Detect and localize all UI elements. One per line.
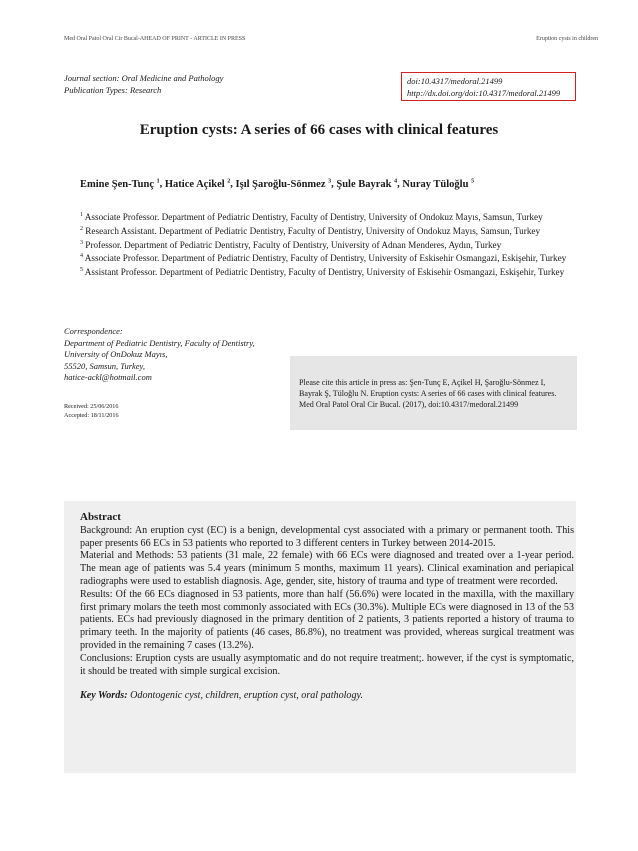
- correspondence-line: Department of Pediatric Dentistry, Faculty of Dentistry,: [64, 337, 255, 348]
- affiliation: [80, 251, 576, 265]
- author-name: Işıl Şaroğlu-Sönmez: [235, 178, 326, 190]
- received-date: Received: 25/06/2016: [64, 403, 119, 410]
- dates: [64, 403, 119, 420]
- keywords: [80, 690, 574, 703]
- abstract-content: [80, 511, 574, 703]
- running-head: [64, 36, 598, 42]
- paper-title: Eruption cysts: A series of 66 cases with clinical features: [139, 122, 499, 138]
- author: [165, 179, 230, 190]
- doi-box: [401, 72, 576, 101]
- author-name: Emine Şen-Tunç: [80, 178, 155, 190]
- citation-box: [290, 356, 577, 430]
- author-sup: 5: [471, 178, 475, 184]
- author-name: Hatice Açikel: [164, 178, 225, 190]
- correspondence-heading: Correspondence:: [64, 326, 123, 336]
- affiliation-text: Associate Professor. Department of Pediatric Dentistry, Faculty of Dentistry, University of Ondokuz Mayıs, Samsun, Turkey: [84, 212, 543, 223]
- affiliation-sup: 1: [80, 212, 83, 218]
- author-sup: 3: [328, 178, 332, 184]
- keywords-text: Odontogenic cyst, children, eruption cyst, oral pathology.: [130, 690, 363, 702]
- keywords-label: Key Words:: [80, 690, 128, 702]
- author: [236, 179, 332, 190]
- citation-text: Please cite this article in press as: Şen-Tunç E, Açikel H, Şaroğlu-Sönmez I, Bayrak Ş, Tüloğlu N. Eruption cysts: A series of 66 cases with clinical features. Med Oral Patol Oral Cir Bucal. (2017), doi:10.4317/medoral.21499: [299, 378, 557, 409]
- journal-section: Journal section: Oral Medicine and Pathology: [64, 73, 224, 83]
- abstract-methods: Material and Methods: 53 patients (31 male, 22 female) with 66 ECs were diagnosed and treated over a 1-year period. The mean age of patients was 5.4 years (minimum 5 months, maximum 11 years). Clinical examination and periapical radiographs were used to establish diagnosis. Age, gender, site, history of trauma and type of treatment were recorded.: [80, 550, 574, 587]
- author-name: Şule Bayrak: [336, 178, 392, 190]
- affiliation-sup: 3: [80, 239, 83, 246]
- abstract-results: Results: Of the 66 ECs diagnosed in 53 patients, more than half (56.6%) were located in the maxilla, with the maxillary first primary molars the teeth most commonly associated with ECs (30.3%). Multiple ECs were diagnosed in 13 of the 53 patients. ECs had previously diagnosed in the primary dentition of 2 patients, 3 patients reported a history of trauma to primary teeth. In the majority of patients (46 cases, 86.8%), no treatment was provided, whereas surgical treatment was provided in the remaining 7 cases (13.2%).: [80, 588, 574, 651]
- affiliation-text: Professor. Department of Pediatric Dentistry, Faculty of Dentistry, University of Adnan Menderes, Aydın, Turkey: [85, 239, 502, 250]
- author-name: Nuray Tüloğlu: [402, 178, 469, 190]
- affiliation-text: Associate Professor. Department of Pediatric Dentistry, Faculty of Dentistry, University of Eskisehir Osmangazi, Eskişehir, Turkey: [84, 253, 567, 264]
- running-head-left: Med Oral Patol Oral Cir Bucal-AHEAD OF PRINT - ARTICLE IN PRESS: [64, 36, 246, 42]
- affiliation-text: Assistant Professor. Department of Pediatric Dentistry, Faculty of Dentistry, University of Eskisehir Osmangazi, Eskişehir, Turkey: [84, 267, 565, 278]
- correspondence-line: 55520, Samsun, Turkey,: [64, 360, 145, 371]
- correspondence: [64, 326, 289, 384]
- author: [80, 179, 160, 190]
- affiliation: [80, 210, 576, 224]
- affiliation-sup: 5: [80, 267, 83, 274]
- author-sup: 2: [227, 178, 231, 184]
- accepted-date: Accepted: 18/11/2016: [64, 411, 119, 419]
- abstract-heading: Abstract: [80, 511, 121, 523]
- running-head-right: Eruption cysts in children: [536, 36, 598, 42]
- affiliation-sup: 4: [80, 253, 83, 260]
- doi-text[interactable]: doi:10.4317/medoral.21499: [407, 76, 503, 86]
- affiliation: [80, 265, 576, 279]
- author-list: Emine Şen-Tunç $^1$, Hatice Açikel $^2$, Işıl Şaroğlu-Sönmez $^3$, Şule Bayrak $^4$, Nuray Tüloğlu $^5$: [80, 178, 475, 190]
- correspondence-line: University of OnDokuz Mayıs,: [64, 349, 168, 360]
- correspondence-email[interactable]: hatice-ackl@hotmail.com: [64, 372, 152, 383]
- abstract-background: Background: An eruption cyst (EC) is a benign, developmental cyst associated with a primary or permanent tooth. This paper presents 66 ECs in 53 patients who reported to 3 different centers in Turkey between 2014-2015.: [80, 524, 574, 549]
- author: [402, 179, 474, 190]
- author: [336, 179, 397, 190]
- affiliations: [80, 210, 576, 279]
- affiliation-sup: 2: [80, 225, 83, 232]
- abstract-conclusions: Conclusions: Eruption cysts are usually asymptomatic and do not require treatment;. however, if the cyst is symptomatic, it should be treated with simple surgical excision.: [80, 652, 574, 677]
- affiliation: [80, 238, 576, 252]
- publication-type: Publication Types: Research: [64, 85, 162, 95]
- journal-info: [64, 72, 223, 96]
- affiliation: [80, 224, 576, 238]
- author-sup: 4: [394, 178, 398, 184]
- doi-link[interactable]: http://dx.doi.org/doi:10.4317/medoral.21499: [407, 88, 561, 98]
- abstract-box: [64, 501, 576, 773]
- author-sup: 1: [156, 178, 160, 184]
- affiliation-text: Research Assistant. Department of Pediatric Dentistry, Faculty of Dentistry, University of Ondokuz Mayıs, Samsun, Turkey: [85, 225, 541, 236]
